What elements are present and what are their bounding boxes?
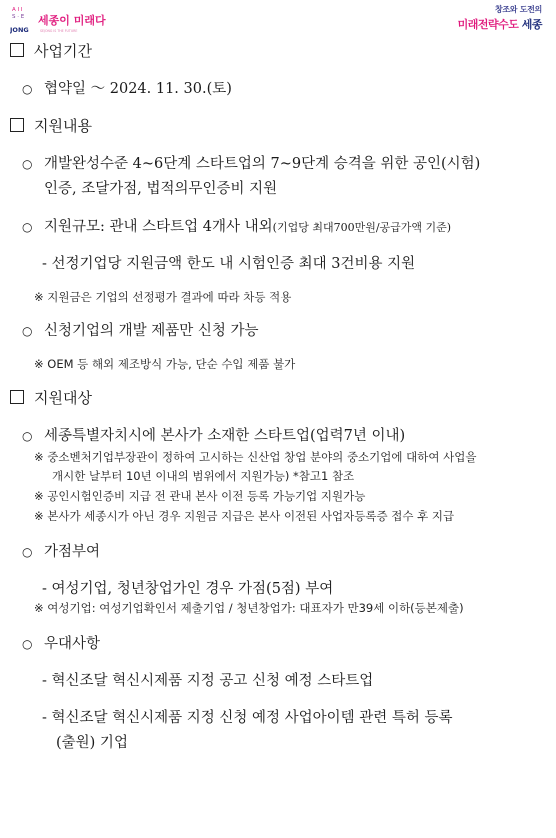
circle-bullet-icon: ○ [22,157,33,171]
circle-bullet-icon: ○ [22,82,33,96]
preference-dash-2-cont: (출원) 기업 [56,735,128,751]
target-note-2: ※ 공인시험인증비 지급 전 관내 본사 이전 등록 가능기업 지원가능 [34,489,366,503]
checkbox-square-icon [10,390,24,404]
future-capital-logo [458,4,542,32]
support-item-2-dash: - 선정기업당 지원금액 한도 내 시험인증 최대 3건비용 지원 [42,256,416,272]
svg-text:SEJONG IS THE FUTURE: SEJONG IS THE FUTURE [40,29,78,33]
document-header [0,0,556,36]
logo-right-main-a: 미래전략수도 [457,18,519,31]
circle-bullet-icon: ○ [22,545,33,559]
logo-right-main-b: 세종 [521,18,542,31]
target-item-1: ○ 세종특별자치시에 본사가 소재한 스타트업(업력7년 이내) [22,428,406,444]
support-item-1-cont: 인증, 조달가점, 법적의무인증비 지원 [44,181,278,197]
support-item-1: ○ 개발완성수준 4~6단계 스타트업의 7~9단계 승격을 위한 공인(시험) [22,156,481,172]
target-note-3: ※ 본사가 세종시가 아닌 경우 지원금 지급은 본사 이전된 사업자등록증 접수 후 지급 [34,509,455,523]
circle-bullet-icon: ○ [22,220,33,234]
svg-text:JONG: JONG [10,26,29,34]
circle-bullet-icon: ○ [22,324,33,338]
svg-text:A I I: A I I [12,7,23,13]
support-item-2: ○ 지원규모: 관내 스타트업 4개사 내외(기업당 최대700만원/공급가액 기준) [22,219,452,235]
checkbox-square-icon [10,118,24,132]
svg-text:세종이 미래다: 세종이 미래다 [38,14,106,27]
sejong-logo-mark [10,4,110,34]
period-item: ○ 협약일 ～ 2024. 11. 30.(토) [22,81,232,97]
preference-dash-2: - 혁신조달 혁신시제품 지정 신청 예정 사업아이템 관련 특허 등록 [42,710,453,726]
sejong-logo [10,4,110,34]
target-note-1-cont: 개시한 날부터 10년 이내의 범위에서 지원가능) *참고1 참조 [52,469,355,483]
target-note-1: ※ 중소벤처기업부장관이 정하여 고시하는 신산업 창업 분야의 중소기업에 대하여 사업을 [34,450,477,464]
bonus-dash: - 여성기업, 청년창업가인 경우 가점(5점) 부여 [42,581,334,597]
preference-item: ○ 우대사항 [22,636,101,652]
section-target-heading: 지원대상 [10,387,92,408]
preference-dash-1: - 혁신조달 혁신시제품 지정 공고 신청 예정 스타트업 [42,673,374,689]
bonus-item: ○ 가점부여 [22,544,101,560]
section-support-heading: 지원내용 [10,115,92,136]
support-item-3: ○ 신청기업의 개발 제품만 신청 가능 [22,323,259,339]
checkbox-square-icon [10,43,24,57]
logo-right-main [458,16,542,32]
logo-right-top: 창조와 도전의 [494,5,542,14]
bonus-note: ※ 여성기업: 여성기업확인서 제출기업 / 청년창업가: 대표자가 만39세 이하(등본제출) [34,601,464,615]
support-note-2: ※ OEM 등 해외 제조방식 가능, 단순 수입 제품 불가 [34,357,296,371]
circle-bullet-icon: ○ [22,637,33,651]
support-note-1: ※ 지원금은 기업의 선정평가 결과에 따라 차등 적용 [34,290,292,304]
svg-text:S · E: S · E [12,14,25,20]
circle-bullet-icon: ○ [22,429,33,443]
section-period-heading: 사업기간 [10,40,92,61]
